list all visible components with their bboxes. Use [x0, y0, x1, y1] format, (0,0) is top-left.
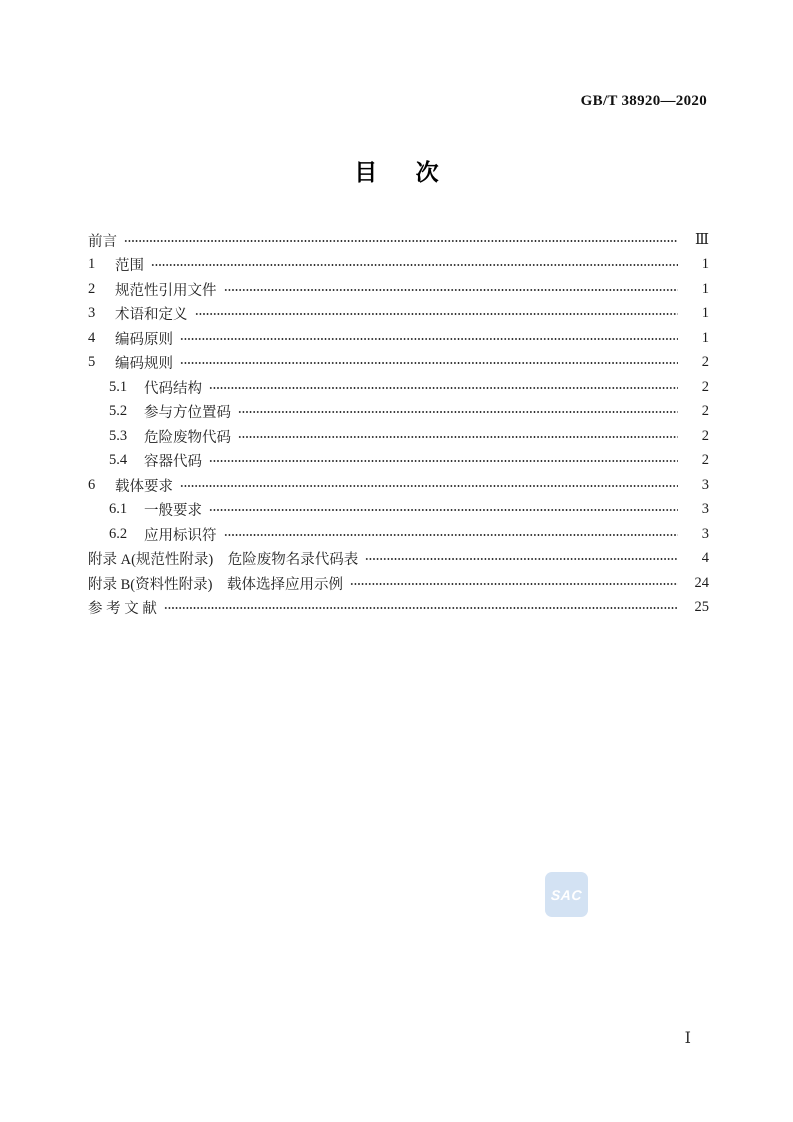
toc-item-number: 3 — [88, 305, 96, 322]
toc-item-title: 前言 — [88, 233, 117, 250]
toc-dot-leader — [124, 235, 678, 247]
toc-row — [88, 302, 709, 327]
toc-item-page: 1 — [701, 256, 709, 273]
sac-watermark-text: SAC — [550, 886, 583, 903]
toc-row — [88, 547, 709, 572]
toc-item-title: 代码结构 — [144, 380, 202, 397]
toc-item-number: 5.3 — [109, 427, 128, 444]
toc-item-title: 参 考 文 献 — [88, 601, 157, 618]
toc-dot-leader — [350, 578, 678, 590]
toc-item-title: 附录 A(规范性附录) 危险废物名录代码表 — [88, 552, 359, 569]
toc-list — [88, 228, 709, 620]
toc-item-page: 1 — [701, 329, 709, 346]
toc-item-title: 范围 — [115, 258, 144, 275]
toc-item-page: 3 — [701, 525, 709, 542]
toc-row — [88, 596, 709, 621]
toc-row — [88, 424, 709, 449]
toc-item-title: 参与方位置码 — [144, 405, 231, 422]
toc-dot-leader — [151, 259, 678, 271]
toc-row — [88, 326, 709, 351]
toc-item-number: 4 — [88, 329, 96, 346]
toc-dot-leader — [180, 333, 678, 345]
toc-row — [88, 473, 709, 498]
folio-page-number: Ⅰ — [684, 1030, 691, 1047]
toc-item-page: 2 — [701, 403, 709, 420]
toc-item-number: 6.2 — [109, 525, 128, 542]
toc-item-number: 1 — [88, 256, 96, 273]
toc-item-number: 2 — [88, 280, 96, 297]
toc-row — [88, 351, 709, 376]
toc-item-page: 4 — [701, 550, 709, 567]
toc-item-page: 3 — [701, 476, 709, 493]
toc-item-page: 25 — [694, 599, 709, 616]
toc-dot-leader — [365, 553, 678, 565]
toc-item-number: 5 — [88, 354, 96, 371]
toc-item-title: 编码原则 — [115, 331, 173, 348]
toc-item-title: 容器代码 — [144, 454, 202, 471]
toc-item-title: 载体要求 — [115, 478, 173, 495]
toc-row — [88, 571, 709, 596]
toc-row — [88, 277, 709, 302]
toc-item-number: 6 — [88, 476, 96, 493]
toc-row — [88, 522, 709, 547]
toc-item-page: 24 — [694, 574, 709, 591]
toc-item-number: 5.4 — [109, 452, 128, 469]
toc-dot-leader — [195, 308, 679, 320]
toc-row — [88, 449, 709, 474]
toc-item-title: 规范性引用文件 — [115, 282, 217, 299]
toc-item-page: Ⅲ — [695, 231, 709, 248]
toc-dot-leader — [238, 406, 678, 418]
toc-item-title: 应用标识符 — [144, 527, 217, 544]
toc-item-number: 5.2 — [109, 403, 128, 420]
toc-item-title: 一般要求 — [144, 503, 202, 520]
toc-row — [88, 400, 709, 425]
toc-dot-leader — [180, 480, 678, 492]
toc-item-title: 编码规则 — [115, 356, 173, 373]
toc-item-title: 术语和定义 — [115, 307, 188, 324]
toc-item-page: 3 — [701, 501, 709, 518]
toc-item-title: 危险废物代码 — [144, 429, 231, 446]
toc-item-page: 2 — [701, 378, 709, 395]
toc-item-page: 1 — [701, 305, 709, 322]
sac-watermark — [545, 872, 588, 917]
toc-item-page: 2 — [701, 354, 709, 371]
toc-dot-leader — [209, 382, 678, 394]
toc-item-page: 2 — [701, 452, 709, 469]
toc-dot-leader — [209, 455, 678, 467]
toc-item-title: 附录 B(资料性附录) 载体选择应用示例 — [88, 576, 343, 593]
toc-dot-leader — [224, 284, 679, 296]
toc-row — [88, 228, 709, 253]
toc-row — [88, 498, 709, 523]
standard-number: GB/T 38920—2020 — [580, 93, 707, 109]
toc-dot-leader — [180, 357, 678, 369]
page-title: 目 次 — [354, 159, 439, 185]
toc-dot-leader — [209, 504, 678, 516]
toc-row — [88, 375, 709, 400]
toc-dot-leader — [224, 529, 679, 541]
toc-item-page: 1 — [701, 280, 709, 297]
toc-item-number: 5.1 — [109, 378, 128, 395]
toc-item-number: 6.1 — [109, 501, 128, 518]
toc-item-page: 2 — [701, 427, 709, 444]
toc-dot-leader — [238, 431, 678, 443]
toc-row — [88, 253, 709, 278]
toc-dot-leader — [164, 602, 678, 614]
